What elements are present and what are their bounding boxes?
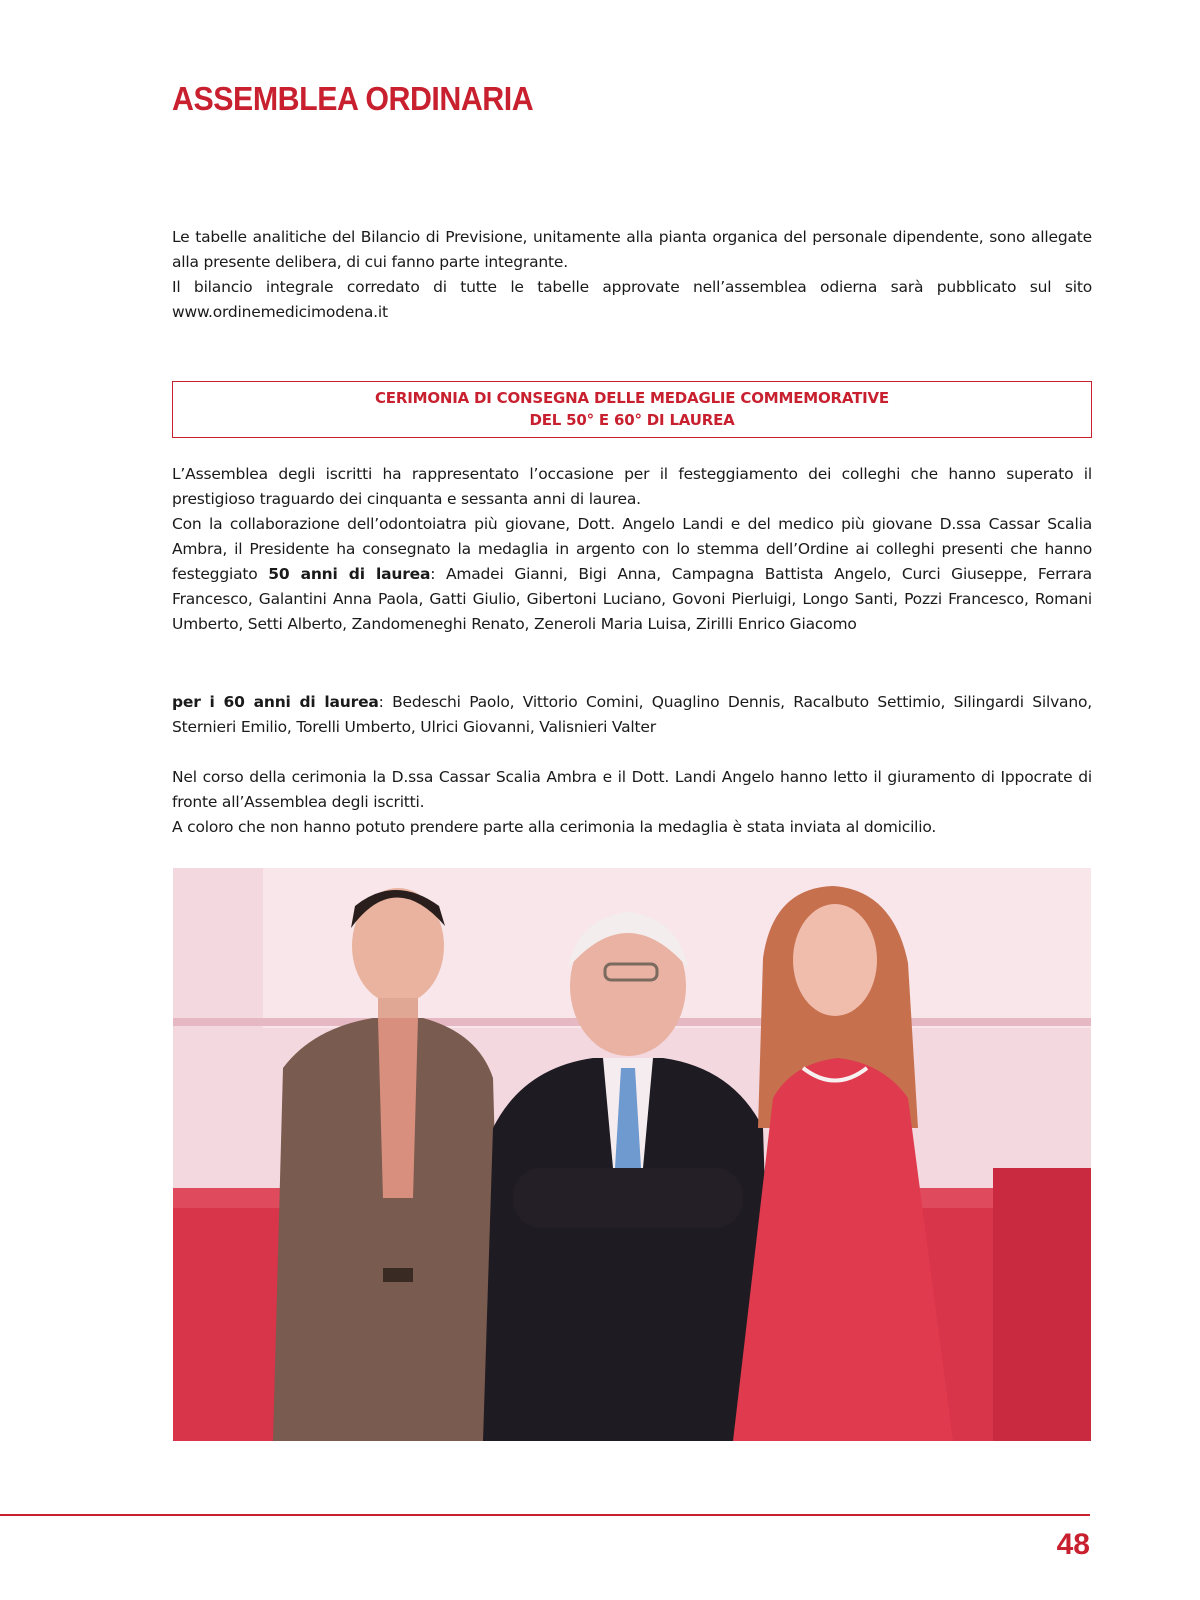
section-heading-line: DEL 50° E 60° DI LAUREA <box>529 411 735 429</box>
closing-paragraph: Nel corso della cerimonia la D.ssa Cassar Scalia Ambra e il Dott. Landi Angelo hanno letto il giuramento di Ippocrate di fronte all’Assemblea degli iscritti. <box>172 768 1092 811</box>
sixty-years-text <box>172 690 1092 740</box>
sixty-years-label: per i 60 anni di laurea <box>172 693 379 711</box>
ceremony-paragraph <box>172 512 1092 637</box>
footer-divider <box>0 1514 1090 1516</box>
fifty-years-names: : Amadei Gianni, Bigi Anna, Campagna Battista Angelo, Curci Giuseppe, Ferrara Francesco, Galantini Anna Paola, Gatti Giulio, Gibertoni Luciano, Govoni Pierluigi, Longo Santi, Pozzi Francesco, Romani Umberto, Setti Alberto, Zandomeneghi Renato, Zeneroli Maria Luisa, Zirilli Enrico Giacomo <box>172 565 1092 633</box>
sixty-years-names: : Bedeschi Paolo, Vittorio Comini, Quaglino Dennis, Racalbuto Settimio, Silingardi Silvano, Sternieri Emilio, Torelli Umberto, Ulrici Giovanni, Valisnieri Valter <box>172 693 1092 736</box>
closing-paragraph: A coloro che non hanno potuto prendere parte alla cerimonia la medaglia è stata inviata al domicilio. <box>172 818 937 836</box>
intro-paragraph: Le tabelle analitiche del Bilancio di Previsione, unitamente alla pianta organica del personale dipendente, sono allegate alla presente delibera, di cui fanno parte integrante. <box>172 228 1092 271</box>
fifty-years-label: 50 anni di laurea <box>268 565 431 583</box>
group-photo <box>173 868 1091 1441</box>
section-heading-line: CERIMONIA DI CONSEGNA DELLE MEDAGLIE COMMEMORATIVE <box>375 389 889 407</box>
closing-text <box>172 765 1092 840</box>
intro-text <box>172 225 1092 325</box>
page-title: ASSEMBLEA ORDINARIA <box>172 80 534 117</box>
intro-paragraph: Il bilancio integrale corredato di tutte le tabelle approvate nell’assemblea odierna sarà pubblicato sul sito www.ordinemedicimodena.it <box>172 278 1092 321</box>
group-photo-illustration <box>173 868 1091 1441</box>
page-number: 48 <box>1056 1528 1090 1561</box>
ceremony-text-segment: Con la collaborazione dell’odontoiatra più giovane, Dott. Angelo Landi e del medico più giovane D.ssa Cassar Scalia Ambra, il Presidente ha consegnato la medaglia in argento con lo stemma dell’Ordine ai colleghi presenti che hanno festeggiato <box>172 515 1092 583</box>
ceremony-text <box>172 462 1092 637</box>
ceremony-paragraph: L’Assemblea degli iscritti ha rappresentato l’occasione per il festeggiamento dei colleghi che hanno superato il prestigioso traguardo dei cinquanta e sessanta anni di laurea. <box>172 465 1092 508</box>
section-heading-box <box>172 381 1092 438</box>
sixty-years-paragraph <box>172 690 1092 740</box>
